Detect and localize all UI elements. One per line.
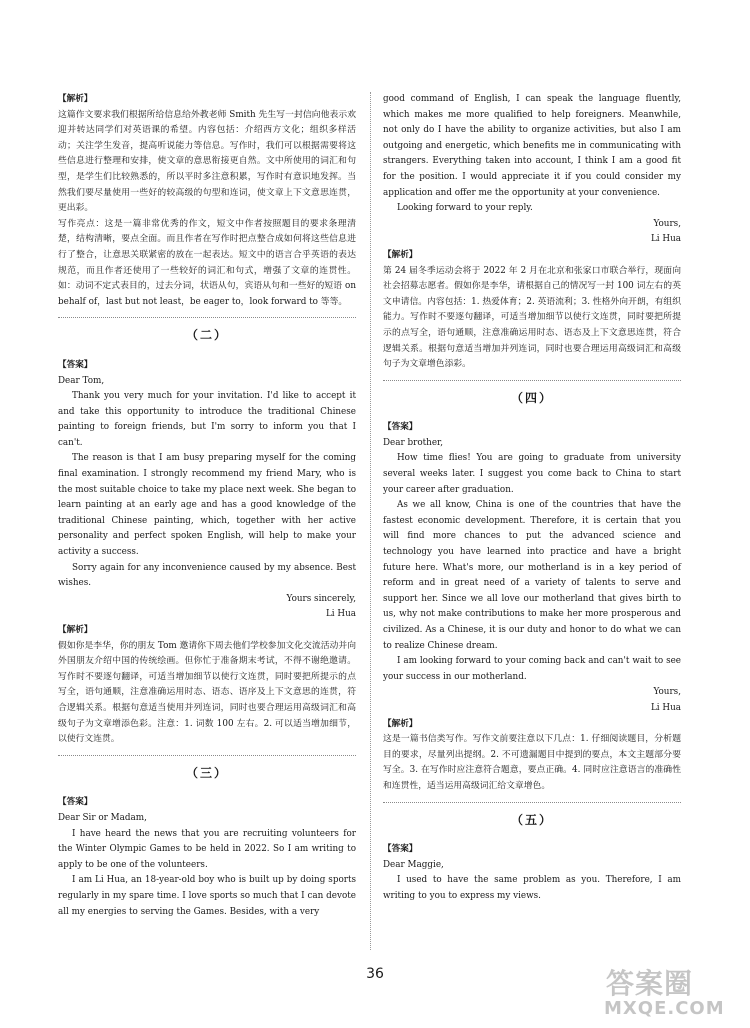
section-heading-4: （四） <box>510 390 553 405</box>
right-column <box>383 92 681 905</box>
analysis-tag: 【解析】 <box>383 718 418 729</box>
letter-closing: Yours sincerely, <box>286 593 356 604</box>
analysis-tag: 【解析】 <box>58 625 93 635</box>
section-heading-2: （二） <box>185 328 228 343</box>
letter-signature: Li Hua <box>650 702 681 713</box>
letter-signature: Li Hua <box>650 234 681 245</box>
watermark-text: 答案圈 <box>606 967 694 1000</box>
letter-paragraph: Sorry again for any inconvenience caused by my absence. Best wishes. <box>58 562 356 589</box>
letter-paragraph: Looking forward to your reply. <box>397 203 533 214</box>
letter-salutation: Dear brother, <box>383 437 444 448</box>
letter-paragraph: I used to have the same problem as you. Therefore, I am writing to you to express my views. <box>383 875 681 901</box>
letter-salutation: Dear Sir or Madam, <box>58 812 147 823</box>
dotted-divider <box>58 755 356 756</box>
answer-tag: 【答案】 <box>383 422 418 433</box>
letter-paragraph: As we all know, China is one of the countries that have the fastest economic development. Therefore, it is certain that you will find more chances to put the advanced science and technology you have learned into practice and have a bright future here. What's more, our motherland is in a key period of reform and in great need of a variety of talents to serve and support her. Since we all love our motherland that gives birth to us, why not make contributions to make her more prosperous and civilized. As a Chinese, it is our duty and honor to do what we can to realize Chinese dream. <box>383 500 681 651</box>
letter-paragraph: I have heard the news that you are recruiting volunteers for the Winter Olympic Games to be held in 2022. So I am writing to apply to be one of the volunteers. <box>58 828 356 870</box>
letter-paragraph: I am Li Hua, an 18-year-old boy who is built up by doing sports regularly in my spare time. I love sports so much that I can devote all my energies to serving the Games. Besides, with a very <box>58 875 356 917</box>
letter-paragraph: good command of English, I can speak the language fluently, which makes me more qualified to help foreigners. Meanwhile, not only do I have the ability to organize activities, but also I am outgoing and energetic, which benefits me in communicating with strangers. Everything taken into account, I think I am a good fit for the position. I would appreciate it if you could consider my application and offer me the opportunity at your convenience. <box>383 94 681 198</box>
answer-tag: 【答案】 <box>383 844 418 855</box>
letter-paragraph: I am looking forward to your coming back and can't wait to see your success in our motherland. <box>383 656 681 682</box>
section-heading-3: （三） <box>185 765 228 780</box>
dotted-divider <box>383 802 681 803</box>
letter-paragraph: How time flies! You are going to graduate from university several weeks later. I suggest you come back to China to start your career after graduation. <box>383 453 681 495</box>
letter-signature: Li Hua <box>325 609 356 620</box>
page-number: 36 <box>366 966 384 982</box>
analysis-text: 假如你是李华，你的朋友 Tom 邀请你下周去他们学校参加文化交流活动并向外国朋友介绍中国的传统绘画。但你忙于准备期末考试，不得不谢绝邀请。写作时不要逐句翻译，可适当增加细节以使行文连贯，同时要把所提示的点写全，语句通顺，注意准确运用时态、语态、语序及上下文意思的连贯，符合逻辑关系。根据句意适当使用并列连词，同时也要合理运用高级词汇和高级句子为文章增添色彩。注意：1. 词数 100 左右。2. 可以适当增加细节，以使行文连贯。 <box>58 640 356 745</box>
analysis-tag: 【解析】 <box>383 249 418 260</box>
dotted-divider <box>383 380 681 381</box>
left-column <box>58 92 356 920</box>
letter-salutation: Dear Maggie, <box>383 859 444 870</box>
dotted-divider <box>58 317 356 318</box>
answer-tag: 【答案】 <box>58 797 93 808</box>
letter-paragraph: Thank you very much for your invitation. I'd like to accept it and take this opportunity to introduce the traditional Chinese painting to foreign friends, but I'm sorry to inform you that I can't. <box>58 391 356 448</box>
analysis-text: 第 24 届冬季运动会将于 2022 年 2 月在北京和张家口市联合举行，现面向社会招募志愿者。假如你是李华，请根据自己的情况写一封 100 词左右的英文申请信。内容包括：1. 热爱体育；2. 英语流利；3. 性格外向开朗，有组织能力。写作时不要逐句翻译，可适当增加细节以使行文连贯，同时要把所提示的点写全，语句通顺，注意准确运用时态、语态及上下文意思连贯，符合逻辑关系。根据句意适当增加并列连词，同时也要合理运用高级词汇和高级句子为文章增色添彩。 <box>383 265 681 370</box>
analysis-text: 这篇作文要求我们根据所给信息给外教老师 Smith 先生写一封信向他表示欢迎并转达同学们对英语课的希望。内容包括：介绍西方文化；组织多样活动；关注学生发音，提高听说能力等信息。写作时，我们可以根据需要将这些信息进行整理和安排，使文章的意思衔接更自然。文中所使用的词汇和句型，是学生们比较熟悉的，所以平时多注意积累，写作时有意识地发挥。当然我们要尽量使用一些好的较高级的句型和连词，使文章上下文意思连贯，更出彩。 <box>58 109 356 214</box>
watermark-url: MXQE.COM <box>604 998 725 1019</box>
letter-paragraph: The reason is that I am busy preparing myself for the coming final examination. I strongly recommend my friend Mary, who is the most suitable choice to take my place next week. She began to learn painting at an early age and has a good knowledge of the traditional Chinese painting, which, together with her active personality and perfect spoken English, will help to make your activity a success. <box>58 453 356 558</box>
column-divider <box>370 92 371 950</box>
letter-salutation: Dear Tom, <box>58 375 105 386</box>
watermark-logo <box>598 962 738 1022</box>
highlight-text: 写作亮点：这是一篇非常优秀的作文，短文中作者按照题目的要求条理清楚，结构清晰，要点全面。而且作者在写作时把点整合成如何将这些信息进行了整合，让意思关联紧密的放在一起表达。短文中的语言合乎英语的表达规范，而且作者还使用了一些较好的词汇和句式，增强了文章的连贯性。如：动词不定式表目的，过去分词，状语从句，宾语从句和一些好的短语 on behalf of，last but not least，be eager to，look forward to 等等。 <box>58 218 356 307</box>
analysis-text: 这是一篇书信类写作。写作文前要注意以下几点：1. 仔细阅读题目，分析题目的要求，尽量列出提纲。2. 不可遗漏题目中提到的要点，本文主题部分要写全。3. 在写作时应注意符合题意，要点正确。4. 同时应注意语言的准确性和连贯性，适当运用高级词汇给文章增色。 <box>383 734 681 791</box>
analysis-tag: 【解析】 <box>58 94 93 104</box>
letter-closing: Yours, <box>653 687 681 698</box>
section-heading-5: （五） <box>510 812 553 827</box>
letter-closing: Yours, <box>653 218 681 229</box>
answer-tag: 【答案】 <box>58 359 93 370</box>
